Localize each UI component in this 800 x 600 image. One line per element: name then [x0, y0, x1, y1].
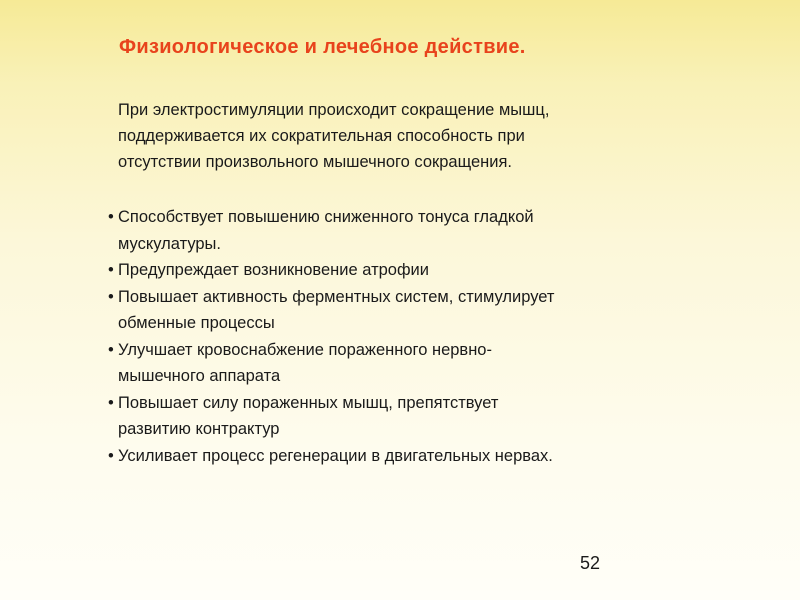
list-item-text: развитию контрактур [118, 420, 280, 438]
list-item [108, 284, 708, 337]
list-item-text: Повышает активность ферментных систем, стимулирует [118, 287, 555, 306]
intro-line: отсутствии произвольного мышечного сокращения. [118, 153, 513, 171]
list-item-text: Предупреждает возникновение атрофии [118, 261, 429, 279]
list-item [108, 443, 708, 470]
list-item-text: обменные процессы [118, 314, 275, 332]
intro-paragraph [118, 97, 678, 175]
effects-list [108, 204, 708, 469]
list-item-text: Улучшает кровоснабжение пораженного нервно- [118, 340, 492, 359]
list-item-text: Способствует повышению сниженного тонуса гладкой [118, 208, 534, 226]
bullet-icon: • [108, 446, 114, 465]
bullet-icon: • [108, 393, 114, 412]
list-item [108, 337, 708, 390]
list-item-text: Повышает силу пораженных мышц, препятствует [118, 393, 499, 412]
list-item [108, 257, 708, 284]
list-item-text: Усиливает процесс регенерации в двигательных нервах. [118, 446, 553, 465]
bullet-icon: • [108, 261, 114, 279]
intro-line: поддерживается их сократительная способность при [118, 127, 525, 145]
bullet-icon: • [108, 208, 114, 226]
list-item-text: мускулатуры. [118, 234, 222, 253]
bullet-icon: • [108, 287, 114, 306]
slide-title: Физиологическое и лечебное действие. [119, 36, 526, 58]
list-item [108, 390, 708, 443]
bullet-icon: • [108, 340, 114, 359]
page-number: 52 [580, 553, 601, 573]
list-item [108, 204, 708, 257]
intro-line: При электростимуляции происходит сокращение мышц, [118, 101, 550, 119]
list-item-text: мышечного аппарата [118, 367, 281, 385]
